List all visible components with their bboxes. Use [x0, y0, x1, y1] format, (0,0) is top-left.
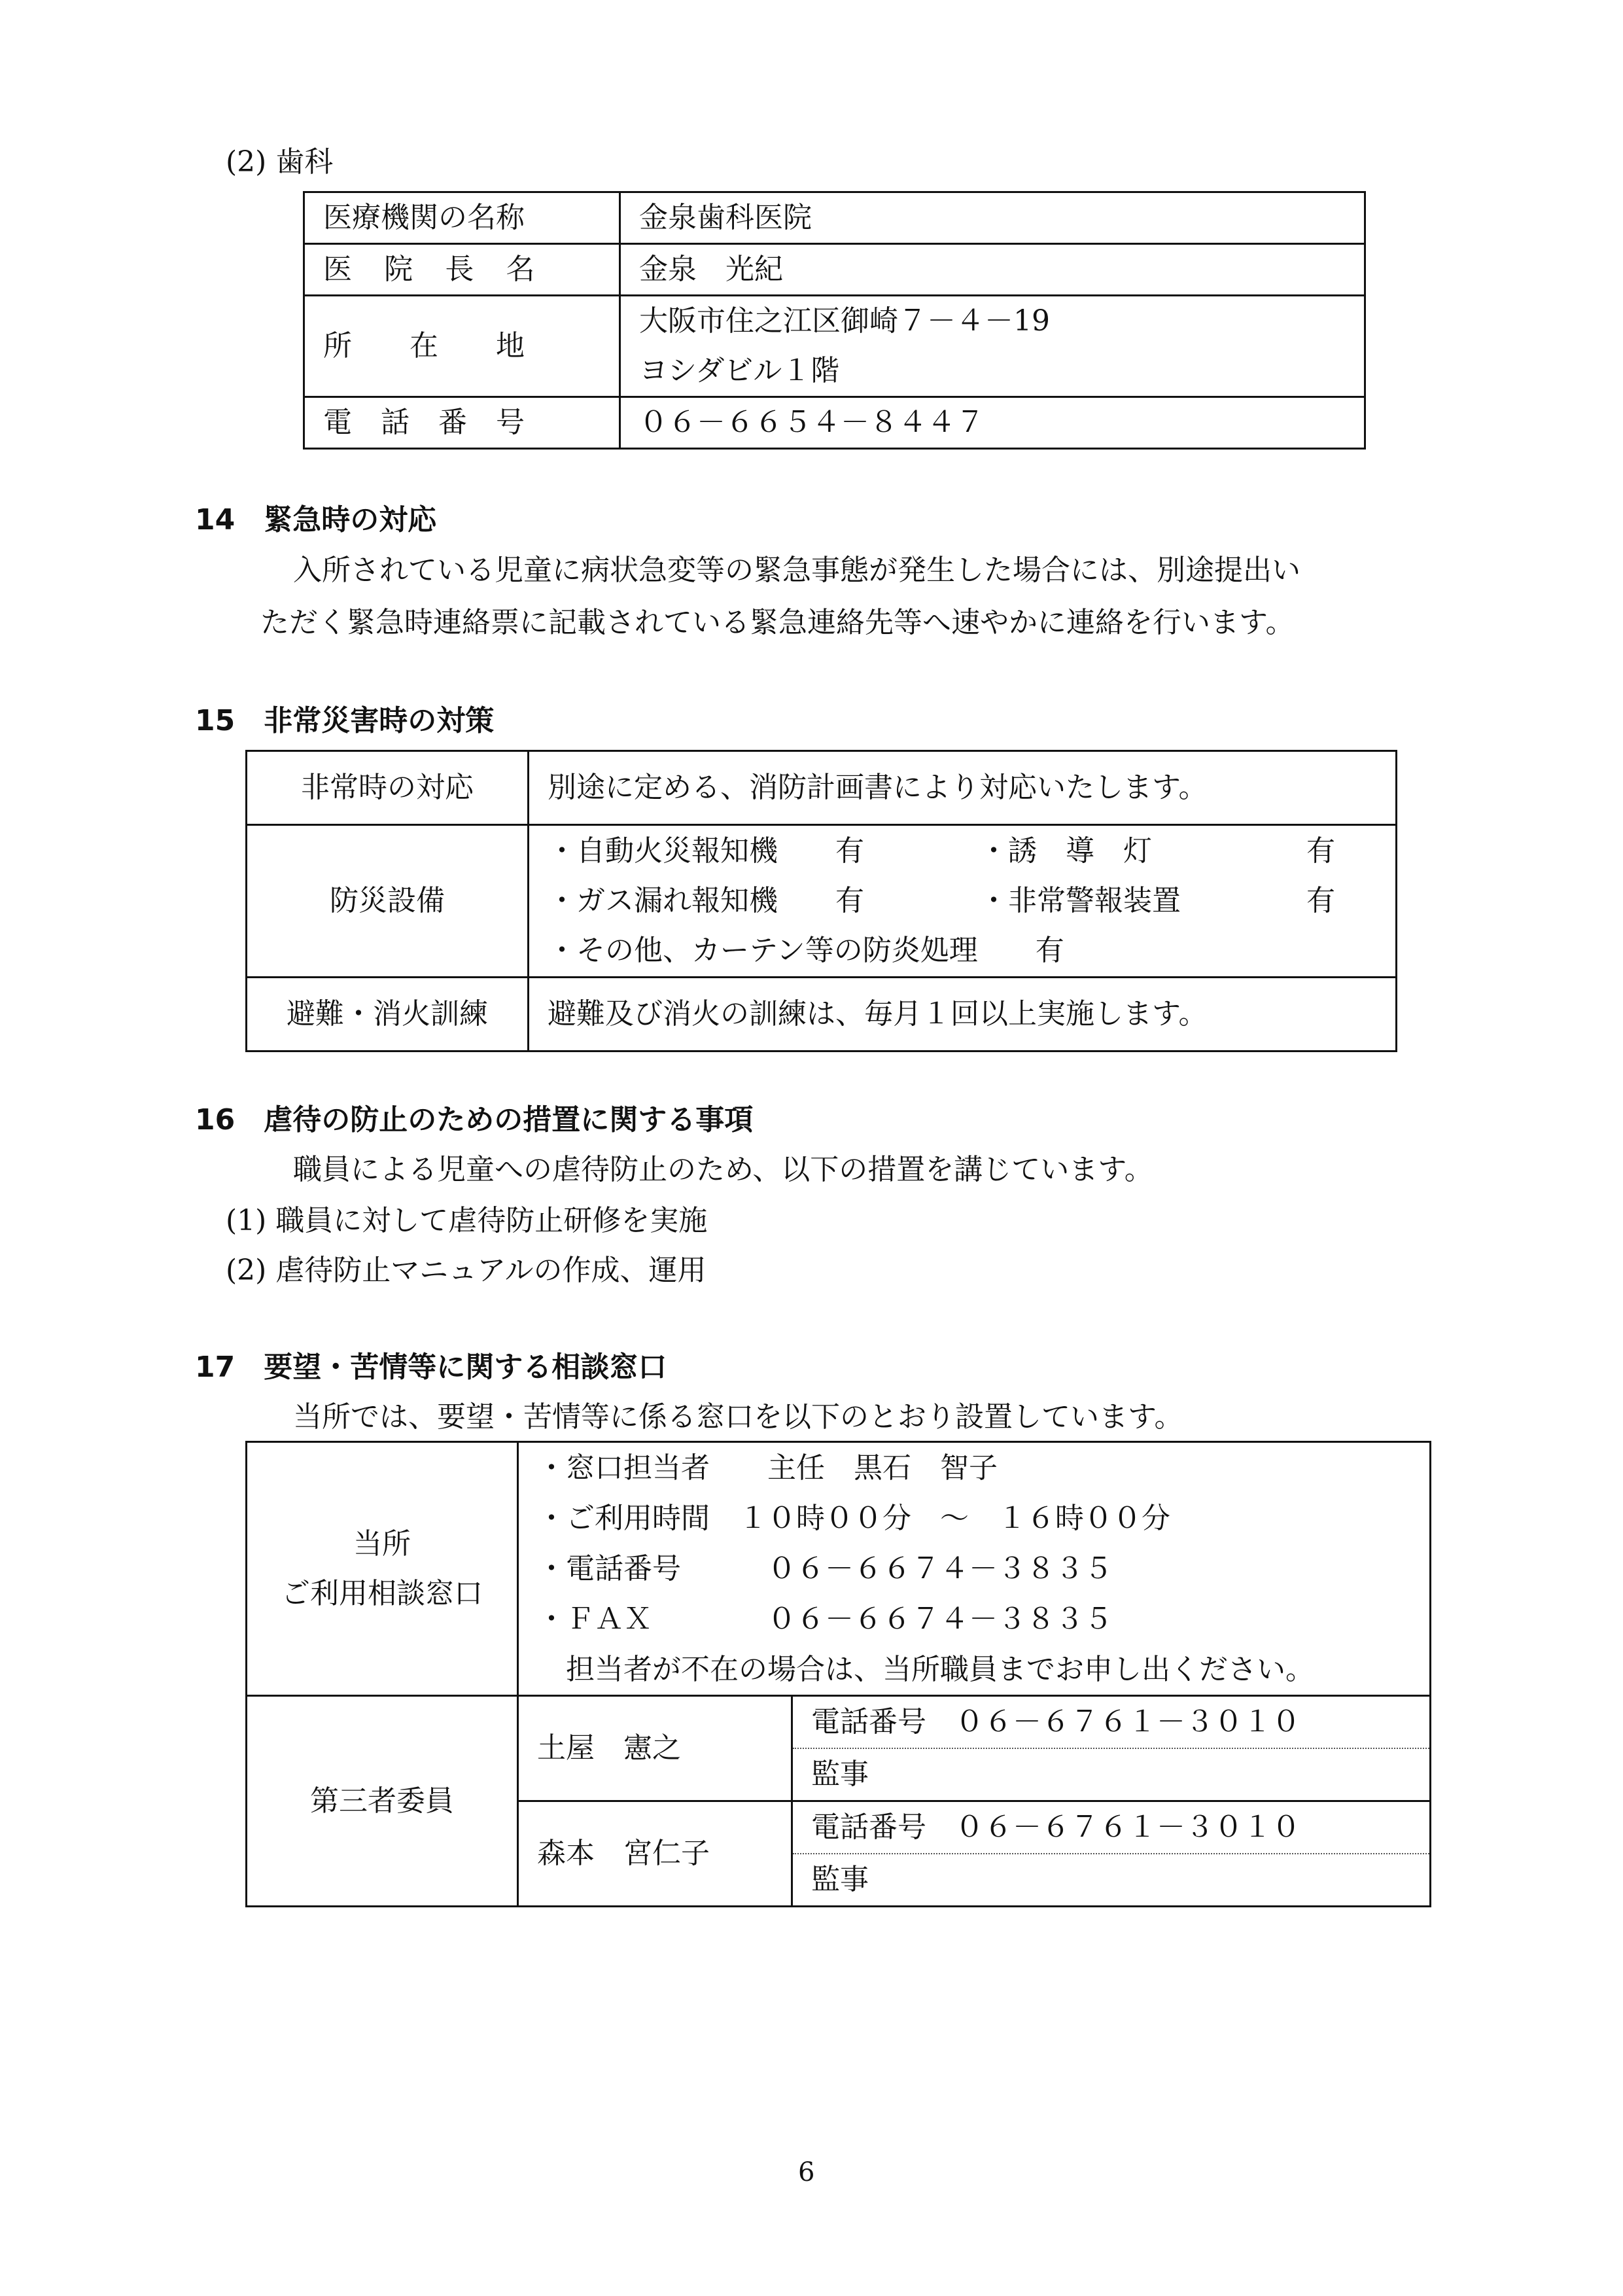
- dental-name-label: 医療機関の名称: [304, 192, 620, 244]
- table-row: [304, 244, 1365, 296]
- member-role: 監事: [792, 1854, 1430, 1905]
- page-number: 6: [798, 2157, 815, 2187]
- section16-intro: 職員による児童への虐待防止のため、以下の措置を講じています。: [293, 1153, 1153, 1186]
- member-phone: 電話番号 ０６－６７６１－３０１０: [792, 1697, 1430, 1748]
- table-row: [247, 978, 1397, 1051]
- table-row: [519, 1697, 1429, 1748]
- dental-table: [303, 191, 1366, 450]
- section14-line1: 入所されている児童に病状急変等の緊急事態が発生した場合には、別途提出い: [293, 554, 1300, 587]
- emergency-response-value: 別途に定める、消防計画書により対応いたします。: [529, 751, 1397, 825]
- equipment-value: 有: [1306, 834, 1335, 868]
- dental-phone-label: 電 話 番 号: [304, 397, 620, 449]
- office-label-line-2: ご利用相談窓口: [281, 1576, 483, 1610]
- section16-heading: 16 虐待の防止のための措置に関する事項: [195, 1103, 754, 1137]
- address-line-1: 大阪市住之江区御崎７－４－19: [639, 304, 1050, 338]
- drill-label: 避難・消火訓練: [247, 978, 529, 1051]
- equipment-value: 有: [1306, 884, 1335, 917]
- office-fax: ・ＦＡＸ ０６－６６７４－３８３５: [537, 1602, 1113, 1636]
- table-row: [519, 1801, 1429, 1854]
- section17-heading: 17 要望・苦情等に関する相談窓口: [195, 1351, 667, 1384]
- section14-heading: 14 緊急時の対応: [195, 503, 437, 537]
- member-name: 森本 宮仁子: [519, 1801, 792, 1906]
- member-name: 土屋 憲之: [537, 1731, 681, 1765]
- disaster-table: [245, 750, 1397, 1052]
- office-label-line-1: 当所: [353, 1527, 411, 1561]
- equipment-other: ・その他、カーテン等の防炎処理 有: [548, 934, 1064, 967]
- table-row: [247, 825, 1397, 978]
- consultation-table: [245, 1441, 1431, 1907]
- member-phone: 電話番号 ０６－６７６１－３０１０: [792, 1801, 1430, 1854]
- equipment-item: ・ガス漏れ報知機 有: [548, 884, 864, 917]
- equipment-item: ・非常警報装置: [979, 884, 1181, 917]
- office-phone: ・電話番号 ０６－６６７４－３８３５: [537, 1552, 1113, 1585]
- office-hours: ・ご利用時間 １０時００分 ～ １６時００分: [537, 1502, 1170, 1535]
- office-window-label: [247, 1442, 518, 1696]
- emergency-response-label: 非常時の対応: [247, 751, 529, 825]
- table-row: [304, 192, 1365, 244]
- office-note: 担当者が不在の場合は、当所職員までお申し出ください。: [566, 1653, 1314, 1686]
- contact-person: ・窓口担当者 主任 黒石 智子: [537, 1451, 998, 1485]
- table-row: [247, 1696, 1431, 1907]
- table-row: [247, 751, 1397, 825]
- equipment-list: [529, 825, 1397, 978]
- office-window-info: [518, 1442, 1431, 1696]
- section14-line2: ただく緊急時連絡票に記載されている緊急連絡先等へ速やかに連絡を行います。: [260, 606, 1295, 639]
- drill-value: 避難及び消火の訓練は、毎月１回以上実施します。: [529, 978, 1397, 1051]
- dental-director-label: 医 院 長 名: [304, 244, 620, 296]
- dental-phone-value: ０６－６６５４－８４４７: [620, 397, 1365, 449]
- table-row: [304, 397, 1365, 449]
- list-item: [548, 876, 1377, 926]
- member-role: 監事: [792, 1748, 1430, 1801]
- section16-item-2: (2) 虐待防止マニュアルの作成、運用: [226, 1254, 707, 1287]
- table-row: [247, 1442, 1431, 1696]
- section16-item-1: (1) 職員に対して虐待防止研修を実施: [226, 1204, 708, 1237]
- equipment-item: ・誘 導 灯: [979, 834, 1152, 868]
- section15-heading: 15 非常災害時の対策: [195, 704, 495, 737]
- dental-director-value: 金泉 光紀: [620, 244, 1365, 296]
- list-item: [548, 826, 1377, 876]
- dental-address-value: [620, 296, 1365, 397]
- dental-name-value: 金泉歯科医院: [620, 192, 1365, 244]
- table-row: [304, 296, 1365, 397]
- dental-address-label: 所 在 地: [304, 296, 620, 397]
- section17-intro: 当所では、要望・苦情等に係る窓口を以下のとおり設置しています。: [293, 1400, 1183, 1434]
- members-table: [519, 1697, 1429, 1905]
- third-party-label: 第三者委員: [247, 1696, 518, 1907]
- equipment-label: 防災設備: [247, 825, 529, 978]
- address-line-2: ヨシダビル１階: [639, 354, 840, 387]
- dental-subheading: (2) 歯科: [226, 145, 334, 179]
- third-party-members: [518, 1696, 1431, 1907]
- equipment-item: ・自動火災報知機 有: [548, 834, 864, 868]
